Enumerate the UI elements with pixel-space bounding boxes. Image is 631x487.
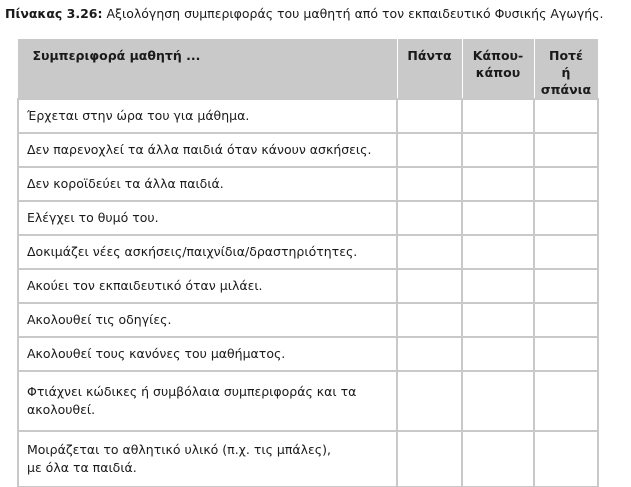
header-sometimes-line2: κάπου [475,65,521,80]
sometimes-cell[interactable] [462,371,534,431]
header-never-line1: Ποτέ [549,48,583,63]
header-always: Πάντα [397,39,462,100]
always-cell[interactable] [397,431,462,487]
behaviour-cell [18,431,397,487]
behaviour-line1: Μοιράζεται το αθλητικό υλικό (π.χ. τις μπάλες), [27,442,331,457]
never-cell[interactable] [534,201,598,235]
table-row [18,337,598,371]
never-cell[interactable] [534,99,598,133]
never-cell[interactable] [534,303,598,337]
behaviour-cell: Ακολουθεί τις οδηγίες. [18,303,397,337]
table-row [18,371,598,431]
always-cell[interactable] [397,269,462,303]
behaviour-line1: Φτιάχνει κώδικες ή συμβόλαια συμπεριφοράς και τα [27,384,357,399]
behaviour-cell [18,371,397,431]
behaviour-cell: Ακούει τον εκπαιδευτικό όταν μιλάει. [18,269,397,303]
always-cell[interactable] [397,337,462,371]
behaviour-cell: Ελέγχει το θυμό του. [18,201,397,235]
behaviour-cell: Δεν παρενοχλεί τα άλλα παιδιά όταν κάνουν ασκήσεις. [18,133,397,167]
sometimes-cell[interactable] [462,337,534,371]
always-cell[interactable] [397,167,462,201]
never-cell[interactable] [534,167,598,201]
sometimes-cell[interactable] [462,235,534,269]
never-cell[interactable] [534,235,598,269]
behaviour-cell: Έρχεται στην ώρα του για μάθημα. [18,99,397,133]
table-row [18,201,598,235]
sometimes-cell[interactable] [462,431,534,487]
table-row [18,99,598,133]
sometimes-cell[interactable] [462,133,534,167]
always-cell[interactable] [397,371,462,431]
always-cell[interactable] [397,235,462,269]
table-row [18,133,598,167]
header-sometimes-line1: Κάπου- [472,48,524,63]
sometimes-cell[interactable] [462,303,534,337]
never-cell[interactable] [534,431,598,487]
always-cell[interactable] [397,99,462,133]
table-row [18,431,598,487]
table-row [18,303,598,337]
sometimes-cell[interactable] [462,167,534,201]
behaviour-cell: Δεν κοροϊδεύει τα άλλα παιδιά. [18,167,397,201]
behaviour-line2: με όλα τα παιδιά. [27,460,137,475]
sometimes-cell[interactable] [462,99,534,133]
header-sometimes [462,39,534,100]
behaviour-cell: Ακολουθεί τους κανόνες του μαθήματος. [18,337,397,371]
behaviour-assessment-table [17,38,599,487]
behaviour-cell: Δοκιμάζει νέες ασκήσεις/παιχνίδια/δραστηριότητες. [18,235,397,269]
always-cell[interactable] [397,201,462,235]
always-cell[interactable] [397,133,462,167]
table-caption [5,6,603,22]
caption-label: Πίνακας 3.26: [5,6,103,21]
never-cell[interactable] [534,371,598,431]
never-cell[interactable] [534,269,598,303]
table-row [18,167,598,201]
sometimes-cell[interactable] [462,269,534,303]
table-row [18,269,598,303]
header-behaviour: Συμπεριφορά μαθητή ... [18,39,397,100]
table-header-row [18,39,598,100]
sometimes-cell[interactable] [462,201,534,235]
header-never-line2: ή σπάνια [540,65,592,97]
header-never [534,39,598,100]
always-cell[interactable] [397,303,462,337]
behaviour-line2: ακολουθεί. [27,402,96,417]
never-cell[interactable] [534,337,598,371]
never-cell[interactable] [534,133,598,167]
table-row [18,235,598,269]
caption-text: Αξιολόγηση συμπεριφοράς του μαθητή από τον εκπαιδευτικό Φυσικής Αγωγής. [102,6,604,21]
